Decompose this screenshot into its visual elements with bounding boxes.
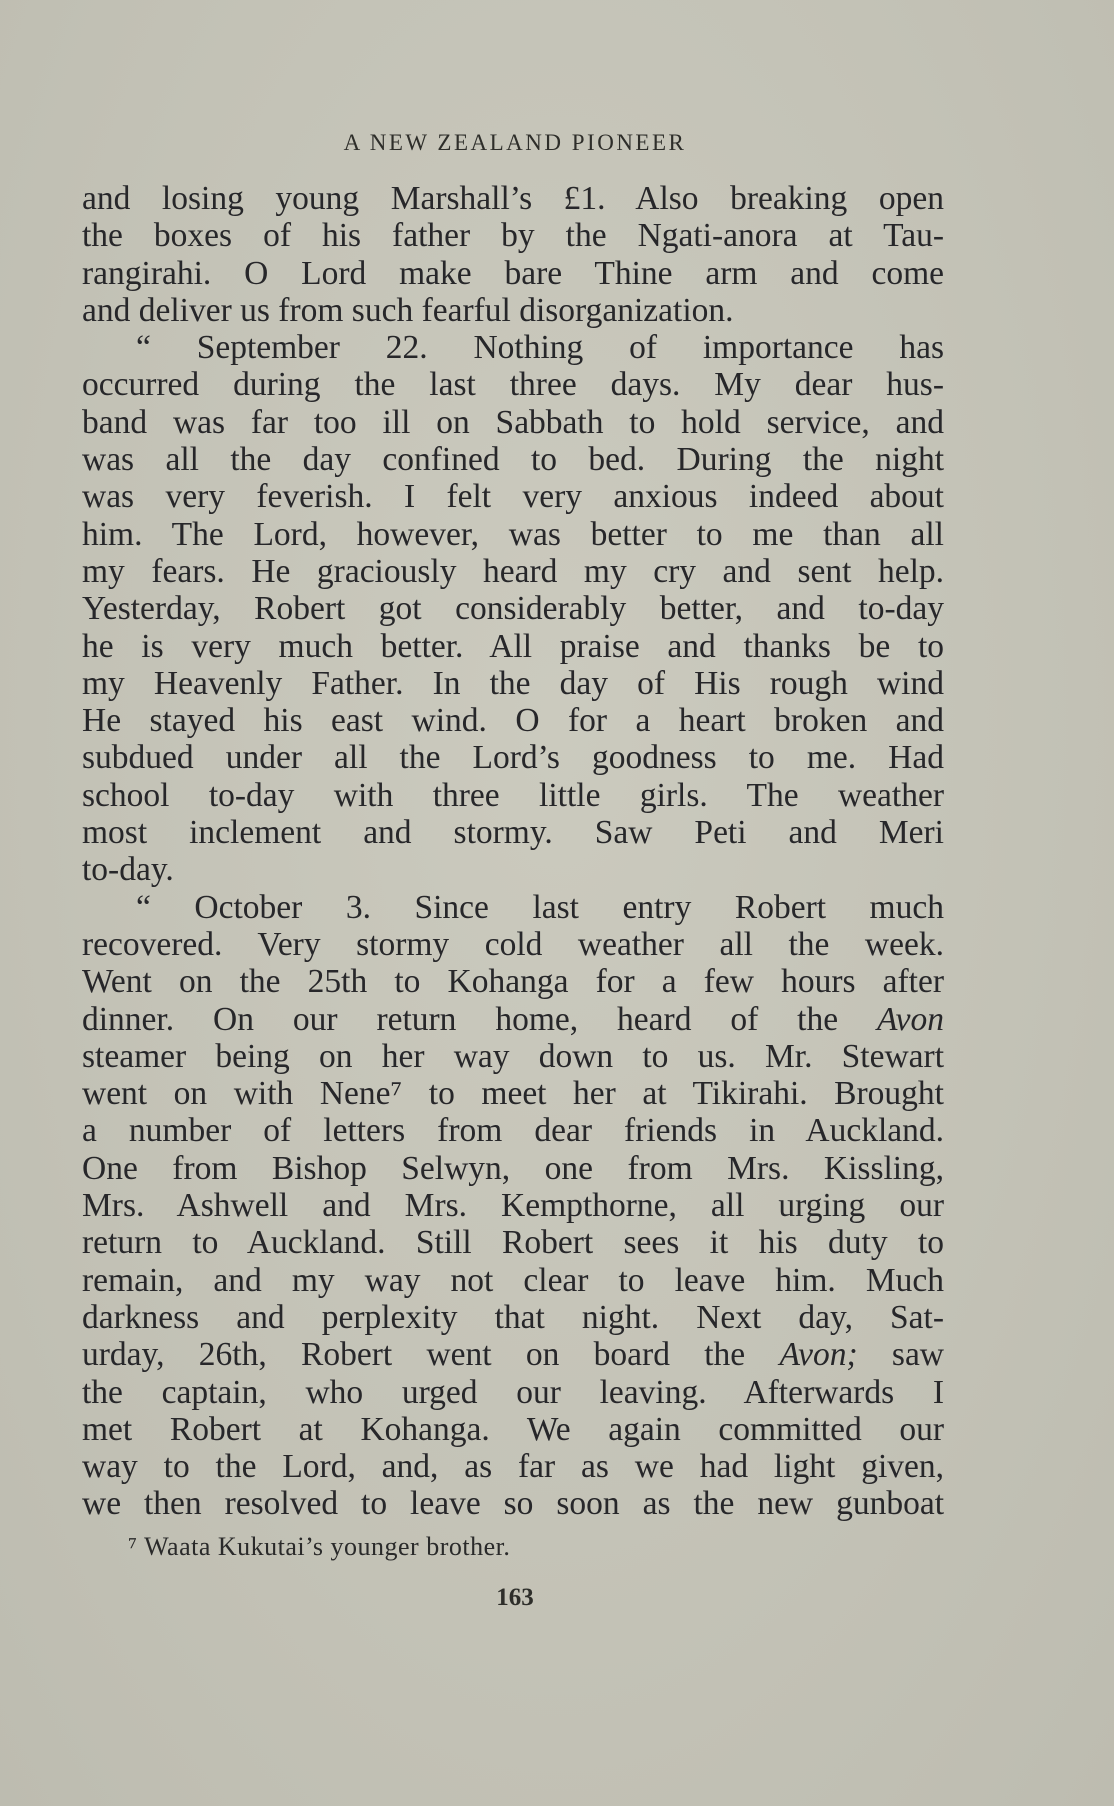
text-line: dinner. On our return home, heard of the Avon <box>82 1000 944 1038</box>
text-line: He stayed his east wind. O for a heart broken and <box>82 702 944 740</box>
text-line: to-day. <box>82 851 174 889</box>
page-number: 163 <box>496 1584 534 1611</box>
text-line: most inclement and stormy. Saw Peti and Meri <box>82 814 944 852</box>
text-line: recovered. Very stormy cold weather all the week. <box>82 925 944 963</box>
text-line: went on with Nene⁷ to meet her at Tikirahi. Brought <box>82 1075 944 1113</box>
text-line: return to Auckland. Still Robert sees it his duty to <box>82 1224 944 1262</box>
text-line: was very feverish. I felt very anxious indeed about <box>82 478 944 516</box>
text-line: occurred during the last three days. My dear hus- <box>82 366 944 404</box>
text-line: subdued under all the Lord’s goodness to me. Had <box>82 739 944 777</box>
text-line: the captain, who urged our leaving. Afterwards I <box>82 1373 944 1411</box>
text-line: rangirahi. O Lord make bare Thine arm and come <box>82 254 944 292</box>
text-line: One from Bishop Selwyn, one from Mrs. Kissling, <box>82 1149 944 1187</box>
text-line: Went on the 25th to Kohanga for a few hours after <box>82 963 944 1001</box>
text-line: Yesterday, Robert got considerably better, and to-day <box>82 590 944 628</box>
text-line: way to the Lord, and, as far as we had light given, <box>82 1448 944 1486</box>
text-line: school to-day with three little girls. The weather <box>82 776 944 814</box>
text-line: and deliver us from such fearful disorganization. <box>82 291 734 329</box>
text-line: the boxes of his father by the Ngati-anora at Tau- <box>82 217 944 255</box>
text-line: urday, 26th, Robert went on board the Avon; saw <box>82 1336 945 1374</box>
body-text <box>82 180 944 1523</box>
text-line: remain, and my way not clear to leave him. Much <box>82 1261 944 1299</box>
text-line: we then resolved to leave so soon as the new gunboat <box>82 1485 944 1523</box>
text-line: Mrs. Ashwell and Mrs. Kempthorne, all urging our <box>82 1187 944 1225</box>
text-line: met Robert at Kohanga. We again committed our <box>82 1410 944 1448</box>
footnote: ⁷ Waata Kukutai’s younger brother. <box>128 1532 511 1561</box>
running-head: A NEW ZEALAND PIONEER <box>343 130 687 155</box>
text-line: him. The Lord, however, was better to me than all <box>82 515 944 553</box>
text-line: and losing young Marshall’s £1. Also breaking open <box>82 180 944 217</box>
text-line: “ October 3. Since last entry Robert much <box>136 888 944 926</box>
text-line: band was far too ill on Sabbath to hold service, and <box>82 403 944 441</box>
text-line: steamer being on her way down to us. Mr. Stewart <box>82 1037 944 1075</box>
text-line: my fears. He graciously heard my cry and sent help. <box>82 552 944 590</box>
text-line: darkness and perplexity that night. Next day, Sat- <box>82 1298 944 1336</box>
text-line: was all the day confined to bed. During the night <box>82 441 944 479</box>
text-line: my Heavenly Father. In the day of His rough wind <box>82 664 944 702</box>
text-line: a number of letters from dear friends in Auckland. <box>82 1112 944 1150</box>
italic-ship-name: Avon <box>877 1000 944 1038</box>
text-line: “ September 22. Nothing of importance has <box>136 329 944 367</box>
italic-ship-name: Avon; <box>779 1336 858 1374</box>
text-line: he is very much better. All praise and thanks be to <box>82 627 944 665</box>
